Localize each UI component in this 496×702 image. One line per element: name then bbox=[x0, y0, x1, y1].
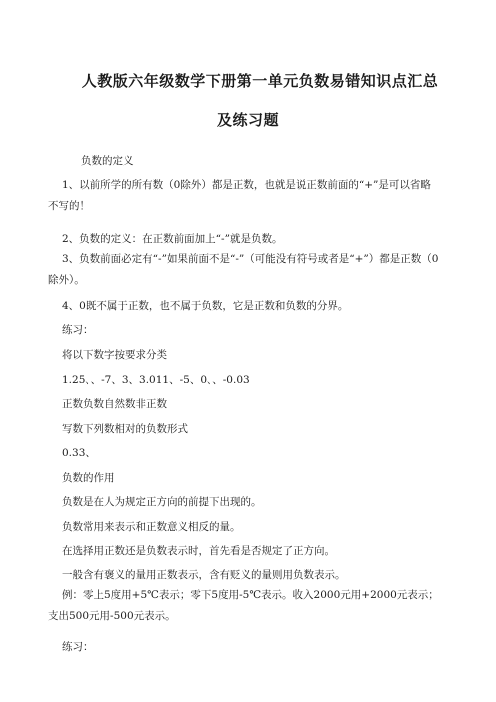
exercise-label-2: 练习： bbox=[62, 641, 94, 653]
exercise-numbers: 1.25､、-7、3、3.011、-5、0､、-0.03 bbox=[62, 374, 250, 386]
section-heading-definition: 负数的定义 bbox=[81, 155, 134, 167]
exercise-instruction-1: 将以下数字按要求分类 bbox=[62, 349, 167, 361]
usage-line-3: 在选择用正数还是负数表示时，首先看是否规定了正方向。 bbox=[62, 545, 335, 557]
paragraph-4: 4、0既不属于正数，也不属于负数，它是正数和负数的分界。 bbox=[62, 300, 349, 312]
paragraph-3: 3、负数前面必定有“-”如果前面不是“-”（可能没有符号或者是“+”）都是正数（0除外）。 bbox=[48, 253, 439, 286]
section-heading-usage: 负数的作用 bbox=[62, 472, 115, 484]
paragraph-2: 2、负数的定义：在正数前面加上“-”就是负数。 bbox=[62, 233, 283, 245]
document-title-continued: 及练习题 bbox=[216, 111, 279, 129]
exercise-label-1: 练习： bbox=[62, 324, 94, 336]
exercise-value: 0.33、 bbox=[62, 447, 96, 459]
document-title: 人教版六年级数学下册第一单元负数易错知识点汇总 bbox=[81, 72, 439, 90]
exercise-categories: 正数负数自然数非正数 bbox=[62, 398, 167, 410]
usage-example: 例：零上5度用+5℃表示；零下5度用-5℃表示。收入2000元用+2000元表示；支出500元用-500元表示。 bbox=[48, 589, 439, 622]
usage-line-4: 一般含有褒义的量用正数表示，含有贬义的量则用负数表示。 bbox=[62, 569, 346, 581]
paragraph-1: 1、以前所学的所有数（0除外）都是正数，也就是说正数前面的“+”是可以省略不写的！ bbox=[48, 179, 431, 212]
exercise-instruction-2: 写数下列数相对的负数形式 bbox=[62, 423, 188, 435]
usage-line-1: 负数是在人为规定正方向的前提下出现的。 bbox=[62, 496, 262, 508]
usage-line-2: 负数常用来表示和正数意义相反的量。 bbox=[62, 521, 241, 533]
